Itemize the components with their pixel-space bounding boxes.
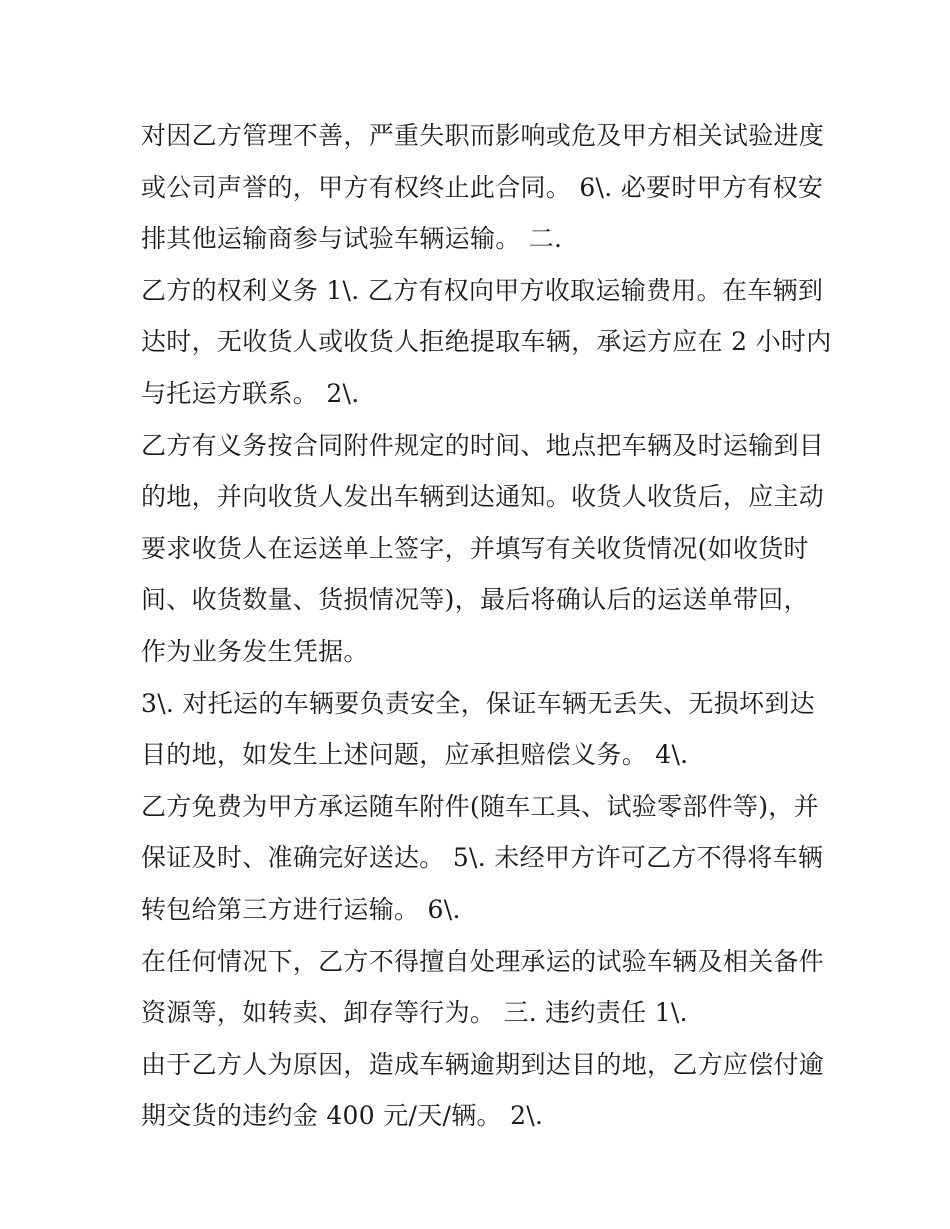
text-line: 与托运方联系。 2\. <box>141 378 360 408</box>
text-line: 保证及时、准确完好送达。 5\. 未经甲方许可乙方不得将车辆 <box>141 843 824 873</box>
text-line: 目的地，如发生上述问题，应承担赔偿义务。 4\. <box>141 740 689 770</box>
text-line: 作为业务发生凭据。 <box>141 636 369 666</box>
text-line: 转包给第三方进行运输。 6\. <box>141 894 461 924</box>
contract-text-body <box>141 110 832 1142</box>
text-line: 达时，无收货人或收货人拒绝提取车辆，承运方应在 2 小时内 <box>141 327 832 357</box>
text-line: 资源等，如转卖、卸存等行为。 三. 违约责任 1\. <box>141 998 688 1028</box>
text-line: 乙方的权利义务 1\. 乙方有权向甲方收取运输费用。在车辆到 <box>141 275 824 305</box>
text-line: 间、收货数量、货损情况等)，最后将确认后的运送单带回， <box>141 585 809 615</box>
text-line: 在任何情况下，乙方不得擅自处理承运的试验车辆及相关备件 <box>141 946 825 976</box>
text-line: 排其他运输商参与试验车辆运输。 二. <box>141 224 563 254</box>
text-line: 期交货的违约金 400 元/天/辆。 2\. <box>141 1101 544 1131</box>
text-line: 对因乙方管理不善，严重失职而影响或危及甲方相关试验进度 <box>141 121 825 150</box>
text-line: 3\. 对托运的车辆要负责安全，保证车辆无丢失、无损坏到达 <box>141 688 815 718</box>
text-line: 或公司声誉的，甲方有权终止此合同。 6\. 必要时甲方有权安 <box>141 172 824 202</box>
text-line: 的地，并向收货人发出车辆到达通知。收货人收货后，应主动 <box>141 482 825 512</box>
text-line: 要求收货人在运送单上签字，并填写有关收货情况(如收货时 <box>141 533 809 563</box>
text-line: 由于乙方人为原因，造成车辆逾期到达目的地，乙方应偿付逾 <box>141 1049 825 1079</box>
text-line: 乙方免费为甲方承运随车附件(随车工具、试验零部件等)，并 <box>141 791 819 821</box>
text-line: 乙方有义务按合同附件规定的时间、地点把车辆及时运输到目 <box>141 430 825 460</box>
